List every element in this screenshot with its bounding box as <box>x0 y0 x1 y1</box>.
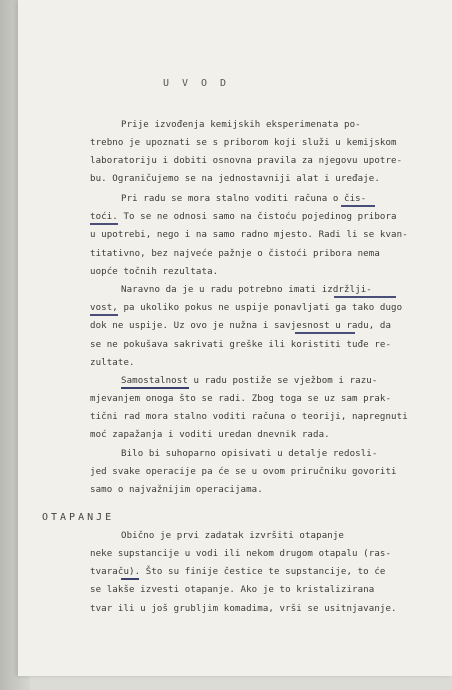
text-line: Samostalnost u radu postiže se vježbom i razu- <box>121 376 378 386</box>
text-line: samo o najvažnijim operacijama. <box>90 485 263 495</box>
text-line: se ne pokušava sakrivati greške ili koristiti tuđe re- <box>90 340 392 350</box>
underline-mark <box>334 296 396 298</box>
underline-mark <box>295 332 355 334</box>
text-line: vost, pa ukoliko pokus ne uspije ponavljati ga tako dugo <box>90 303 403 313</box>
text-line: tični rad mora stalno voditi računa o teoriji, napregnuti <box>90 412 408 422</box>
text-line: se lakše izvesti otapanje. Ako je to kristalizirana <box>90 585 375 595</box>
section-subheading: OTAPANJE <box>42 512 115 523</box>
underline-mark <box>121 578 139 580</box>
text-line: laboratoriju i dobiti osnovna pravila za njegovu upotre- <box>90 156 403 166</box>
text-line: tvaraču). Što su finije čestice te supstancije, to će <box>90 567 386 577</box>
text-line: bu. Ograničujemo se na jednostavniji alat i uređaje. <box>90 174 380 184</box>
document-page <box>18 0 452 676</box>
page-heading: UVOD <box>163 78 240 89</box>
text-line: moć zapažanja i voditi uredan dnevnik rada. <box>90 430 330 440</box>
underline-mark <box>121 387 189 389</box>
text-line: dok ne uspije. Uz ovo je nužna i savjesnost u radu, da <box>90 321 392 331</box>
text-line: jed svake operacije pa će se u ovom priručniku govoriti <box>90 467 397 477</box>
text-line: Pri radu se mora stalno voditi računa o čis- <box>121 194 367 204</box>
text-line: u upotrebi, nego i na samo radno mjesto. Radi li se kvan- <box>90 230 408 240</box>
text-line: titativno, bez najveće pažnje o čistoći pribora nema <box>90 249 380 259</box>
text-line: neke supstancije u vodi ili nekom drugom otapalu (ras- <box>90 549 392 559</box>
text-line: Prije izvođenja kemijskih eksperimenata po- <box>121 120 361 130</box>
text-line: Naravno da je u radu potrebno imati izdržlji- <box>121 285 372 295</box>
text-line: trebno je upoznati se s priborom koji služi u kemijskom <box>90 138 397 148</box>
text-line: mjevanjem onoga što se radi. Zbog toga se uz sam prak- <box>90 394 392 404</box>
underline-mark <box>90 314 118 316</box>
underline-mark <box>341 205 375 207</box>
text-line: Obično je prvi zadatak izvršiti otapanje <box>121 531 344 541</box>
text-line: uopće točnih rezultata. <box>90 267 219 277</box>
text-line: tvar ili u još grubljim komadima, vrši se usitnjavanje. <box>90 604 397 614</box>
text-line: zultate. <box>90 358 135 368</box>
underline-mark <box>90 223 118 225</box>
text-line: toći. To se ne odnosi samo na čistoću pojedinog pribora <box>90 212 397 222</box>
text-line: Bilo bi suhoparno opisivati u detalje redosli- <box>121 449 378 459</box>
